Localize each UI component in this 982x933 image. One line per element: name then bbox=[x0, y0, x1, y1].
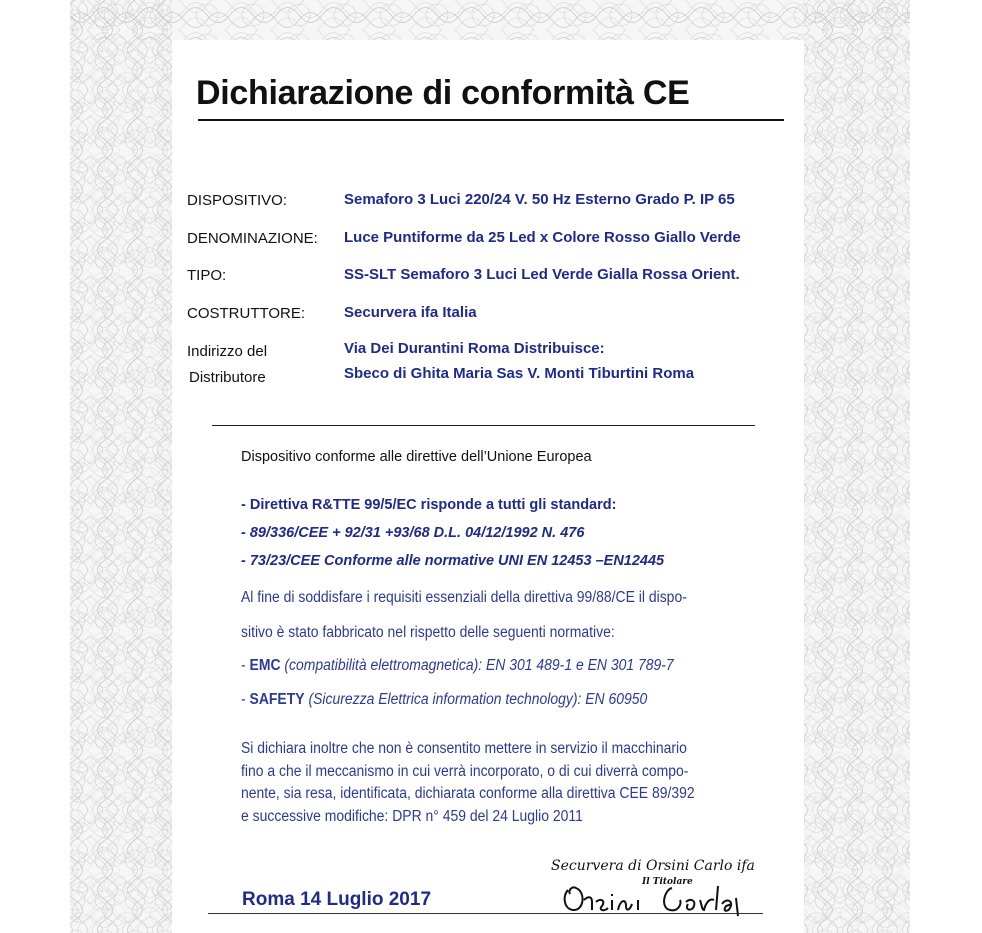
declaration-line-4: e successive modifiche: DPR n° 459 del 24 Luglio 2011 bbox=[241, 807, 583, 825]
declaration-line-2: fino a che il meccanismo in cui verrà incorporato, o di cui diverrà compo- bbox=[241, 762, 689, 780]
footer-rule bbox=[208, 913, 763, 914]
emc-norms: EN 301 489-1 e EN 301 789-7 bbox=[482, 657, 674, 674]
declaration-line-1: Si dichiara inoltre che non è consentito mettere in servizio il macchinario bbox=[241, 740, 687, 757]
section-divider bbox=[212, 425, 755, 426]
safety-prefix: - bbox=[241, 691, 250, 708]
safety-norms: EN 60950 bbox=[581, 691, 648, 708]
title-underline bbox=[198, 119, 784, 121]
place-and-date: Roma 14 Luglio 2017 bbox=[242, 889, 432, 910]
signature-title: Il Titolare bbox=[642, 877, 693, 887]
signature-company: Securvera di Orsini Carlo ifa bbox=[551, 858, 755, 874]
field-label-distributor-line1: Indirizzo del bbox=[187, 343, 268, 360]
field-label-denominazione: DENOMINAZIONE: bbox=[187, 230, 318, 247]
field-value-dispositivo: Semaforo 3 Luci 220/24 V. 50 Hz Esterno Grado P. IP 65 bbox=[344, 191, 735, 208]
directive-line-3: - 73/23/CEE Conforme alle normative UNI EN 12453 –EN12445 bbox=[241, 553, 665, 569]
field-value-distributor-line1: Via Dei Durantini Roma Distribuisce: bbox=[344, 340, 605, 357]
field-value-denominazione: Luce Puntiforme da 25 Led x Colore Rosso Giallo Verde bbox=[344, 229, 741, 246]
emc-norm-line bbox=[241, 657, 674, 675]
requirements-line-2: sitivo è stato fabbricato nel rispetto delle seguenti normative: bbox=[241, 624, 615, 641]
handwritten-signature bbox=[560, 878, 750, 918]
field-label-distributor-line2: Distributore bbox=[189, 369, 266, 386]
certificate-title: Dichiarazione di conformità CE bbox=[196, 74, 690, 112]
emc-description: (compatibilità elettromagnetica): bbox=[280, 657, 483, 674]
declaration-paragraph bbox=[241, 738, 695, 828]
emc-code: EMC bbox=[249, 657, 281, 674]
requirements-line-1: Al fine di soddisfare i requisiti essenziali della direttiva 99/88/CE il dispo- bbox=[241, 589, 687, 606]
safety-norm-line bbox=[241, 691, 647, 709]
field-label-costruttore: COSTRUTTORE: bbox=[187, 305, 306, 322]
safety-description: (Sicurezza Elettrica information technology): bbox=[304, 691, 582, 708]
field-value-tipo: SS-SLT Semaforo 3 Luci Led Verde Gialla Rossa Orient. bbox=[344, 266, 740, 283]
directive-line-1: - Direttiva R&TTE 99/5/EC risponde a tutti gli standard: bbox=[241, 497, 617, 513]
directive-line-2: - 89/336/CEE + 92/31 +93/68 D.L. 04/12/1992 N. 476 bbox=[241, 525, 585, 541]
emc-prefix: - bbox=[241, 657, 250, 674]
safety-code: SAFETY bbox=[249, 691, 305, 708]
declaration-line-3: nente, sia resa, identificata, dichiarata conforme alla direttiva CEE 89/392 bbox=[241, 785, 695, 802]
field-value-costruttore: Securvera ifa Italia bbox=[344, 304, 477, 321]
eu-directives-intro: Dispositivo conforme alle direttive dell’Unione Europea bbox=[241, 449, 592, 465]
field-label-dispositivo: DISPOSITIVO: bbox=[187, 192, 288, 209]
field-label-tipo: TIPO: bbox=[187, 267, 227, 284]
field-value-distributor-line2: Sbeco di Ghita Maria Sas V. Monti Tiburtini Roma bbox=[344, 365, 695, 382]
